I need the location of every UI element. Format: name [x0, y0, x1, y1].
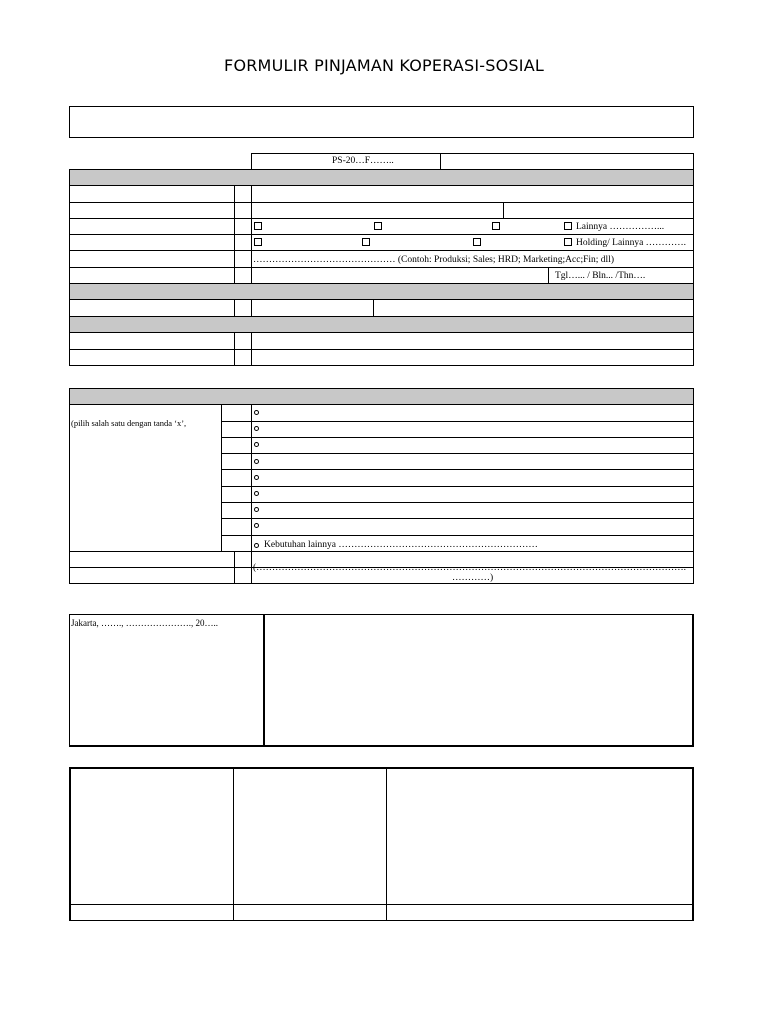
department-hint[interactable]: ……………………………………… (Contoh: Produksi; Sales; HRD; Marketing;Acc;Fin; dll): [253, 255, 614, 265]
section-header-guarantor: [70, 316, 693, 333]
purpose-radio-7[interactable]: [254, 507, 259, 512]
purpose-radio-3[interactable]: [254, 442, 259, 447]
purpose-instruction: (pilih salah satu dengan tanda ‘x’,: [71, 418, 187, 428]
checkbox-option-2b[interactable]: [362, 237, 374, 249]
approval-name-row-line: [69, 904, 694, 905]
signature-box: [69, 614, 265, 747]
checkbox-option-2-other[interactable]: [564, 237, 686, 249]
checkbox-icon[interactable]: [362, 238, 370, 246]
checkbox-icon[interactable]: [564, 222, 572, 230]
purpose-radio-2[interactable]: [254, 426, 259, 431]
holding-option-label: Holding/ Lainnya ………….: [576, 238, 687, 248]
notes-box: [264, 614, 694, 747]
form-code-blank-cell[interactable]: [440, 153, 694, 170]
amount-words-end: …………): [452, 573, 494, 583]
purpose-radio-4[interactable]: [254, 459, 259, 464]
section-header-purpose: [70, 388, 693, 405]
purpose-radio-other[interactable]: [254, 543, 259, 548]
other-need-label[interactable]: Kebutuhan lainnya ………………………………………………………: [264, 540, 538, 550]
form-title: FORMULIR PINJAMAN KOPERASI-SOSIAL: [224, 56, 544, 75]
checkbox-icon[interactable]: [254, 238, 262, 246]
date-field[interactable]: Tgl…... / Bln... /Thn….: [555, 271, 646, 281]
checkbox-option-1b[interactable]: [374, 221, 386, 233]
purpose-radio-8[interactable]: [254, 523, 259, 528]
section-header-employee: [70, 169, 693, 186]
place-date[interactable]: Jakarta, ……., …………………., 20…..: [71, 618, 218, 628]
purpose-radio-1[interactable]: [254, 410, 259, 415]
purpose-radio-6[interactable]: [254, 491, 259, 496]
section-header-loan: [70, 283, 693, 300]
notice-box: [69, 106, 694, 138]
checkbox-icon[interactable]: [492, 222, 500, 230]
checkbox-option-1a[interactable]: [254, 221, 266, 233]
checkbox-option-1c[interactable]: [492, 221, 504, 233]
checkbox-icon[interactable]: [564, 238, 572, 246]
amount-words-line[interactable]: (……………………………………………………………………………………………………………………….: [253, 563, 687, 573]
purpose-radio-5[interactable]: [254, 475, 259, 480]
checkbox-icon[interactable]: [473, 238, 481, 246]
approval-grid: [69, 767, 694, 921]
checkbox-icon[interactable]: [254, 222, 262, 230]
checkbox-option-1-other[interactable]: [564, 221, 664, 233]
form-code: PS-20…F……..: [332, 156, 394, 166]
form-code-cell: [251, 153, 441, 170]
other-option-label: Lainnya ……………...: [576, 222, 665, 232]
checkbox-option-2a[interactable]: [254, 237, 266, 249]
checkbox-option-2c[interactable]: [473, 237, 485, 249]
checkbox-icon[interactable]: [374, 222, 382, 230]
